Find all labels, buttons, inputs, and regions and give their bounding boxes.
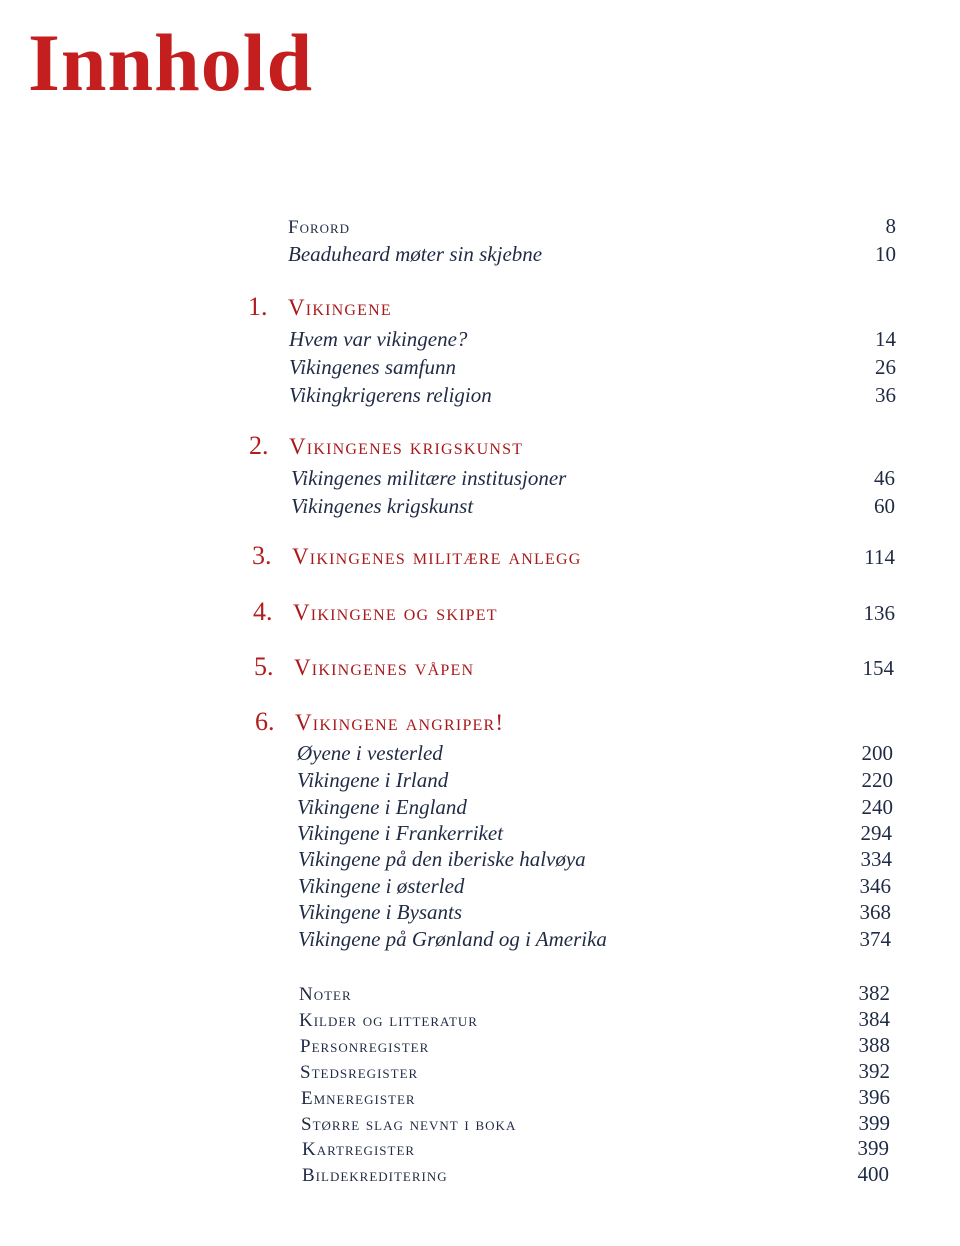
chapter-title: Vikingenes krigskunst — [289, 434, 524, 459]
toc-entry-label: Vikingene i Bysants — [298, 900, 463, 924]
toc-entry-back-matter[interactable] — [299, 1007, 890, 1033]
toc-entry-label: Forord — [288, 217, 351, 238]
toc-entry-page: 399 — [857, 1136, 889, 1160]
chapter-heading-5[interactable] — [254, 652, 894, 684]
toc-entry-page: 10 — [875, 242, 896, 266]
toc-entry-page: 346 — [859, 874, 891, 898]
chapter-title: Vikingenes militære anlegg — [292, 544, 582, 569]
toc-entry-section[interactable] — [298, 900, 891, 926]
toc-entry-label: Hvem var vikingene? — [289, 327, 468, 351]
toc-entry-label: Vikingenes militære institusjoner — [291, 466, 567, 490]
toc-entry-page: 392 — [858, 1059, 890, 1083]
toc-entry-label: Emneregister — [301, 1088, 416, 1109]
toc-entry-page: 46 — [874, 466, 895, 490]
chapter-heading-6[interactable] — [255, 707, 894, 739]
chapter-title: Vikingene angriper! — [295, 710, 505, 735]
toc-entry-page: 220 — [861, 768, 893, 792]
toc-entry-label: Vikingene i Frankerriket — [297, 821, 504, 845]
chapter-number: 1. — [248, 292, 268, 321]
toc-entry-page: 399 — [858, 1111, 890, 1135]
toc-entry-section[interactable] — [289, 327, 896, 353]
chapter-title: Vikingenes våpen — [294, 655, 475, 680]
toc-entry-page: 400 — [857, 1162, 889, 1186]
toc-entry-page: 26 — [875, 355, 896, 379]
toc-entry-label: Vikingene i England — [297, 795, 467, 819]
toc-entry-section[interactable] — [298, 847, 892, 873]
toc-entry-label: Vikingene på Grønland og i Amerika — [298, 927, 607, 951]
toc-entry-label: Vikingkrigerens religion — [289, 383, 492, 407]
chapter-number: 4. — [253, 597, 273, 626]
chapter-page: 114 — [864, 545, 895, 569]
toc-entry-section[interactable] — [297, 768, 893, 794]
chapter-number: 6. — [255, 707, 275, 736]
chapter-title: Vikingene — [288, 295, 392, 320]
toc-entry-section[interactable] — [291, 466, 895, 492]
toc-entry-page: 200 — [861, 741, 893, 765]
toc-entry-page: 240 — [861, 795, 893, 819]
toc-entry-section[interactable] — [291, 494, 895, 520]
toc-entry-label: Vikingene i østerled — [298, 874, 465, 898]
toc-entry-page: 388 — [858, 1033, 890, 1057]
toc-entry-label: Vikingenes krigskunst — [291, 494, 474, 518]
toc-entry-page: 60 — [874, 494, 895, 518]
toc-entry-label: Kilder og litteratur — [299, 1010, 478, 1031]
toc-entry-label: Øyene i vesterled — [297, 741, 443, 765]
chapter-number: 3. — [252, 541, 272, 570]
toc-entry-label: Bildekreditering — [302, 1165, 448, 1186]
toc-entry-beaduheard[interactable] — [288, 242, 896, 268]
toc-entry-label: Vikingenes samfunn — [289, 355, 456, 379]
chapter-heading-3[interactable] — [252, 541, 895, 573]
toc-entry-page: 36 — [875, 383, 896, 407]
toc-entry-back-matter[interactable] — [299, 981, 890, 1007]
chapter-heading-4[interactable] — [253, 597, 895, 629]
chapter-number: 2. — [249, 431, 269, 460]
toc-entry-back-matter[interactable] — [301, 1085, 890, 1111]
toc-entry-section[interactable] — [289, 355, 896, 381]
toc-entry-page: 396 — [858, 1085, 890, 1109]
toc-entry-label: Vikingene på den iberiske halvøya — [298, 847, 586, 871]
toc-entry-label: Stedsregister — [300, 1062, 419, 1083]
toc-entry-label: Beaduheard møter sin skjebne — [288, 242, 543, 266]
toc-entry-section[interactable] — [297, 795, 893, 821]
chapter-page: 154 — [862, 656, 894, 680]
toc-entry-back-matter[interactable] — [300, 1059, 890, 1085]
toc-entry-label: Noter — [299, 984, 352, 1005]
toc-entry-section[interactable] — [298, 927, 891, 953]
chapter-heading-1[interactable] — [248, 292, 896, 324]
chapter-page: 136 — [863, 601, 895, 625]
toc-entry-page: 374 — [859, 927, 891, 951]
toc-entry-back-matter[interactable] — [302, 1136, 889, 1162]
toc-entry-label: Større slag nevnt i boka — [301, 1114, 517, 1135]
toc-entry-page: 334 — [860, 847, 892, 871]
toc-entry-page: 8 — [885, 214, 896, 238]
toc-entry-section[interactable] — [297, 821, 892, 847]
toc-entry-section[interactable] — [289, 383, 896, 409]
toc-entry-back-matter[interactable] — [301, 1111, 890, 1137]
chapter-title: Vikingene og skipet — [293, 600, 498, 625]
toc-entry-page: 384 — [858, 1007, 890, 1031]
toc-entry-label: Vikingene i Irland — [297, 768, 449, 792]
toc-entry-page: 382 — [858, 981, 890, 1005]
chapter-heading-2[interactable] — [249, 431, 895, 463]
toc-entry-page: 368 — [859, 900, 891, 924]
toc-entry-back-matter[interactable] — [302, 1162, 889, 1188]
page-title: Innhold — [28, 17, 314, 108]
chapter-number: 5. — [254, 652, 274, 681]
toc-entry-forord[interactable] — [288, 214, 896, 240]
toc-entry-section[interactable] — [297, 741, 893, 767]
toc-entry-label: Kartregister — [302, 1139, 416, 1160]
toc-entry-label: Personregister — [300, 1036, 430, 1057]
toc-entry-section[interactable] — [298, 874, 891, 900]
toc-entry-page: 294 — [860, 821, 892, 845]
toc-entry-back-matter[interactable] — [300, 1033, 890, 1059]
toc-entry-page: 14 — [875, 327, 896, 351]
